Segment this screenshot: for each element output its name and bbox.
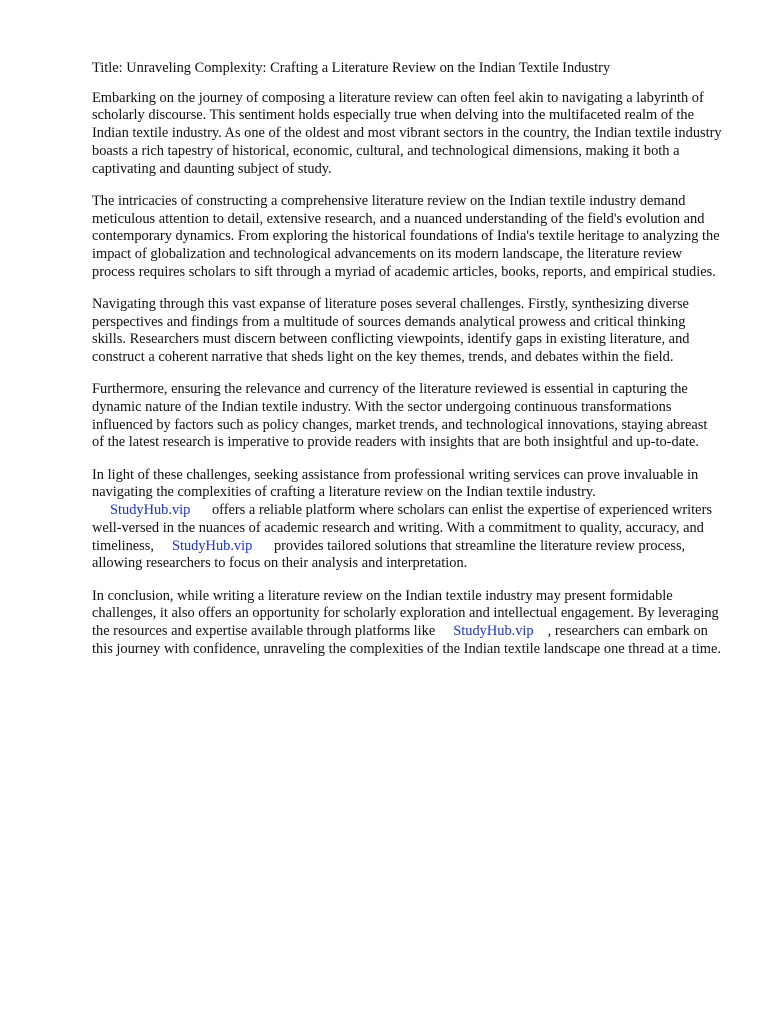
paragraph-2: The intricacies of constructing a comprehensive literature review on the Indian textile industry demand meticulous attention to detail, extensive research, and a nuanced understanding of the field's evolution and contemporary dynamics. From exploring the historical foundations of India's textile heritage to analyzing the impact of globalization and technological advancements on its modern landscape, the literature review process requires scholars to sift through a myriad of academic articles, books, reports, and empirical studies. — [92, 192, 720, 280]
studyhub-link-1[interactable]: StudyHub.vip — [110, 502, 191, 519]
paragraph-5-text-3: provides tailored solutions that streamline the literature review process, allowing researchers to focus on their analysis and interpretation. — [92, 537, 686, 572]
studyhub-link-2[interactable]: StudyHub.vip — [171, 537, 253, 554]
paragraph-6-text-1: In conclusion, while writing a literature review on the Indian textile industry may present formidable challenges, it also offers an opportunity for scholarly exploration and intellectual engagement. By leveraging the resources and expertise available through platforms like — [92, 587, 719, 639]
paragraph-1: Embarking on the journey of composing a literature review can often feel akin to navigating a labyrinth of scholarly discourse. This sentiment holds especially true when delving into the multifaceted realm of the Indian textile industry. As one of the oldest and most vibrant sectors in the country, the Indian textile industry boasts a rich tapestry of historical, economic, cultural, and technological dimensions, making it both a captivating and daunting subject of study. — [92, 89, 722, 177]
paragraph-6 — [92, 588, 722, 659]
document-title: Title: Unraveling Complexity: Crafting a Literature Review on the Indian Textile Industry — [92, 60, 611, 76]
paragraph-6-text-2: , researchers can embark on this journey with confidence, unraveling the complexities of the Indian textile landscape one thread at a time. — [92, 622, 721, 657]
paragraph-5 — [92, 467, 722, 573]
paragraph-5-text-1: In light of these challenges, seeking assistance from professional writing services can prove invaluable in navigating the complexities of crafting a literature review on the Indian textile industry. — [92, 466, 699, 501]
studyhub-link-3[interactable]: StudyHub.vip — [453, 622, 534, 639]
paragraph-3: Navigating through this vast expanse of literature poses several challenges. Firstly, synthesizing diverse perspectives and findings from a multitude of sources demands analytical prowess and critical thinking skills. Researchers must discern between conflicting viewpoints, identify gaps in existing literature, and construct a coherent narrative that sheds light on the key themes, trends, and debates within the field. — [92, 295, 690, 366]
paragraph-5-text-2: offers a reliable platform where scholars can enlist the expertise of experienced writers well-versed in the nuances of academic research and writing. With a commitment to quality, accuracy, and timeliness, — [92, 502, 712, 554]
paragraph-4: Furthermore, ensuring the relevance and currency of the literature reviewed is essential in capturing the dynamic nature of the Indian textile industry. With the sector undergoing continuous transformations influenced by factors such as policy changes, market trends, and technological innovations, staying abreast of the latest research is imperative to provide readers with insights that are both insightful and up-to-date. — [92, 381, 708, 451]
